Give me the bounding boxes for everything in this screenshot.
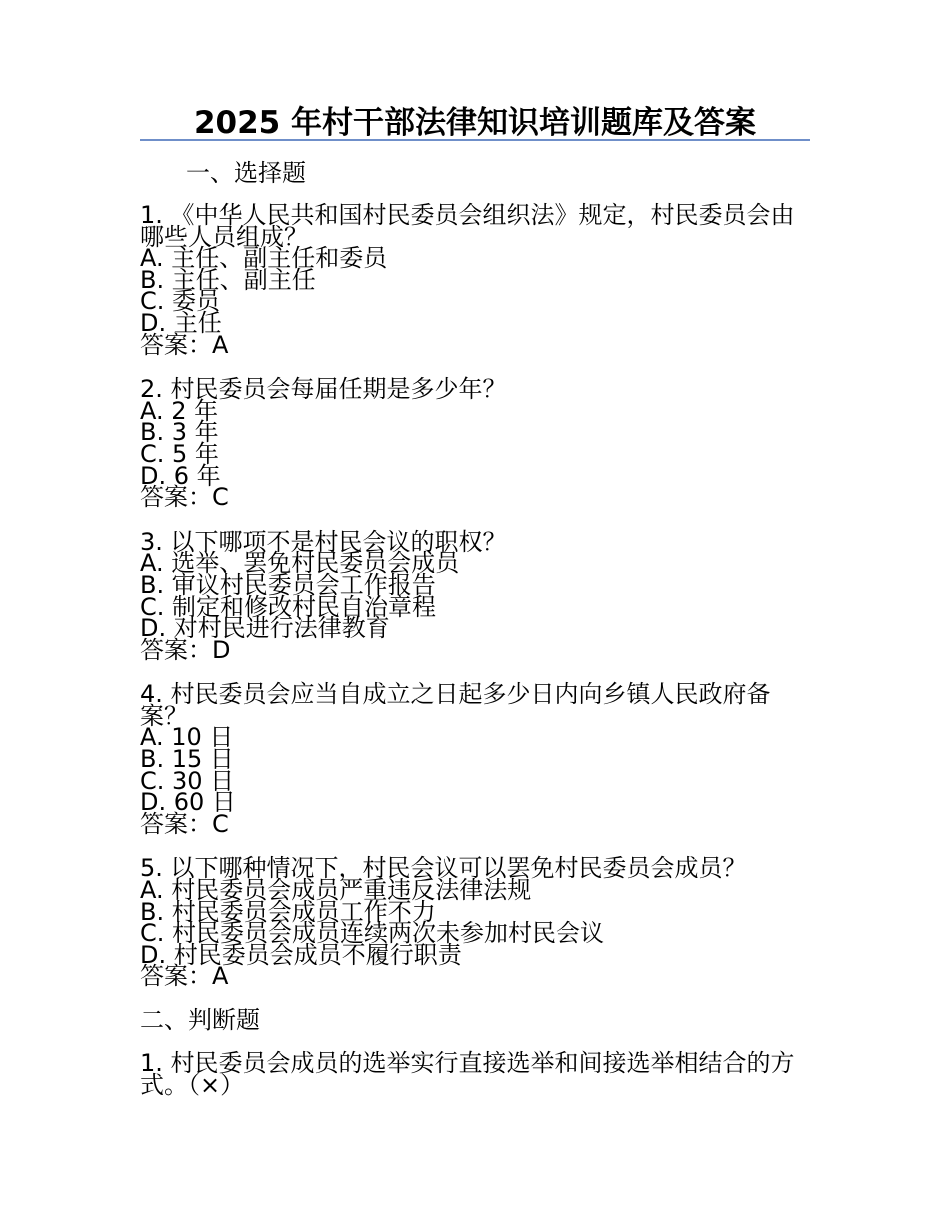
judgement-item-1: 1. 村民委员会成员的选举实行直接选举和间接选举相结合的方式。（×）	[140, 1049, 795, 1099]
answer: 答案：C	[140, 483, 229, 512]
answer: 答案：A	[140, 330, 229, 359]
option: A. 10 日	[140, 723, 234, 752]
question-block-1	[140, 201, 810, 359]
option: D. 对村民进行法律教育	[140, 614, 390, 643]
option: D. 60 日	[140, 788, 236, 817]
option: B. 审议村民委员会工作报告	[140, 570, 436, 599]
section-heading-choice: 一、选择题	[186, 159, 306, 187]
option: C. 5 年	[140, 439, 219, 468]
answer: 答案：C	[140, 809, 229, 838]
question-block-2	[140, 375, 810, 512]
option: D. 村民委员会成员不履行职责	[140, 940, 462, 969]
option: B. 3 年	[140, 418, 219, 447]
choice-questions	[140, 201, 810, 1011]
question-stem: 5. 以下哪种情况下，村民会议可以罢免村民委员会成员？	[140, 854, 747, 883]
question-block-4	[140, 680, 810, 838]
option: A. 村民委员会成员严重违反法律法规	[140, 876, 532, 905]
title-underline	[140, 139, 810, 141]
answer: 答案：A	[140, 962, 229, 991]
option: A. 选举、罢免村民委员会成员	[140, 549, 460, 578]
section-heading-judge: 二、判断题	[140, 1006, 260, 1034]
option: A. 主任、副主任和委员	[140, 244, 388, 273]
option: C. 委员	[140, 287, 221, 316]
option: B. 15 日	[140, 745, 234, 774]
question-stem: 4. 村民委员会应当自成立之日起多少日内向乡镇人民政府备案？	[140, 680, 771, 730]
option: B. 主任、副主任	[140, 265, 316, 294]
option: C. 村民委员会成员连续两次未参加村民会议	[140, 919, 605, 948]
question-stem: 2. 村民委员会每届任期是多少年？	[140, 375, 507, 404]
answer: 答案：D	[140, 635, 231, 664]
option: D. 6 年	[140, 461, 221, 490]
question-block-3	[140, 527, 810, 664]
option: C. 30 日	[140, 766, 235, 795]
option: B. 村民委员会成员工作不力	[140, 897, 436, 926]
question-block-5	[140, 854, 810, 991]
question-stem: 1. 《中华人民共和国村民委员会组织法》规定，村民委员会由哪些人员组成？	[140, 201, 795, 251]
option: C. 制定和修改村民自治章程	[140, 592, 437, 621]
document-title: 2025 年村干部法律知识培训题库及答案	[193, 105, 757, 141]
option: D. 主任	[140, 308, 222, 337]
question-stem: 3. 以下哪项不是村民会议的职权？	[140, 527, 507, 556]
option: A. 2 年	[140, 396, 219, 425]
